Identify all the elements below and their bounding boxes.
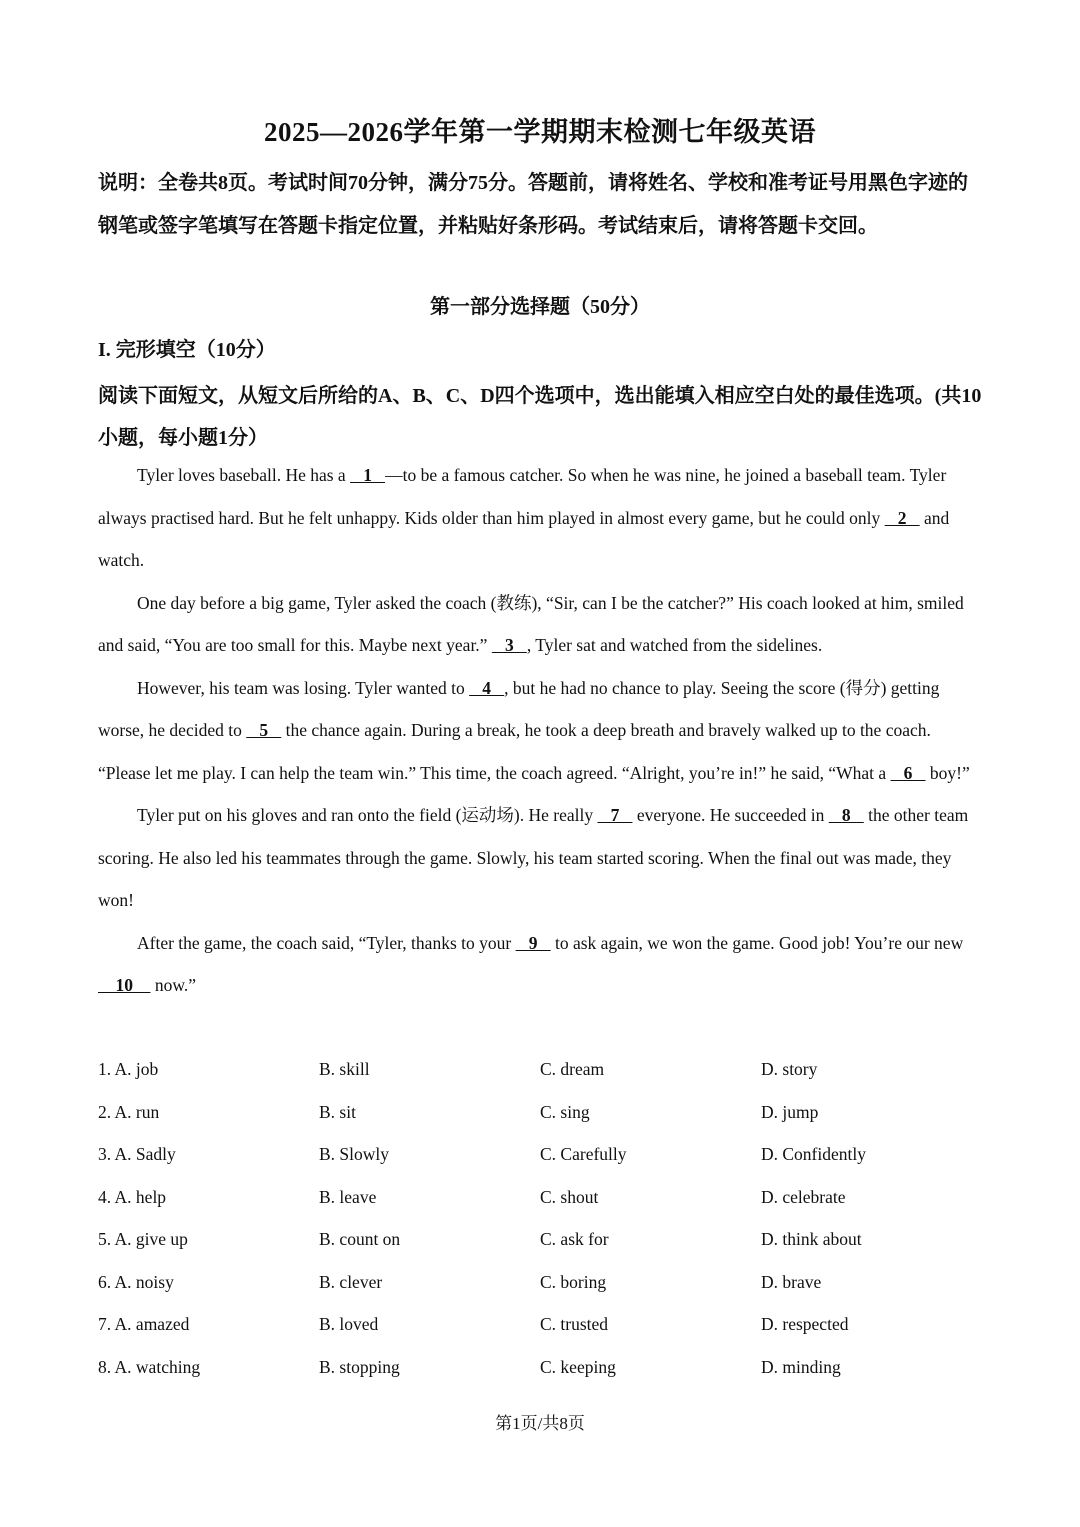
cloze-blank: 6 xyxy=(890,762,926,783)
option-row xyxy=(98,1048,984,1091)
option-b: B. sit xyxy=(319,1101,356,1122)
section-title: I. 完形填空（10分） xyxy=(98,339,276,361)
section-instruction: 阅读下面短文，从短文后所给的A、B、C、D四个选项中，选出能填入相应空白处的最佳选项。(共10小题，每小题1分） xyxy=(98,385,982,449)
passage-text: now.” xyxy=(150,975,197,995)
option-b: B. clever xyxy=(319,1271,383,1292)
option-a: 6. A. noisy xyxy=(98,1271,174,1292)
option-d: D. respected xyxy=(761,1314,849,1334)
option-c: C. trusted xyxy=(540,1314,609,1334)
passage-text: One day before a big game, Tyler asked the coach (教练), “Sir, can I be the catcher?” His coach looked at him, smiled and said, “You are too small for this. Maybe next year.” xyxy=(98,592,964,655)
passage-paragraph xyxy=(98,922,984,1007)
option-b: B. count on xyxy=(319,1229,401,1249)
option-a: 1. A. job xyxy=(98,1059,159,1079)
option-d: D. jump xyxy=(761,1101,819,1122)
option-row xyxy=(98,1091,984,1134)
passage-text: the chance again. During a break, he took a deep breath and bravely walked up to the coach. “Please let me play. I can help the team win.” This time, the coach agreed. “Alright, you’re in!” he said, “What a xyxy=(98,720,931,783)
cloze-blank: 4 xyxy=(469,677,505,698)
passage-text: —to be a famous catcher. So when he was nine, he joined a baseball team. Tyler always practised hard. But he felt unhappy. Kids older than him played in almost every game, but he could only xyxy=(98,465,947,528)
cloze-blank: 10 xyxy=(98,975,151,995)
cloze-passage xyxy=(98,454,984,1007)
cloze-blank: 2 xyxy=(884,507,920,528)
option-c: C. Carefully xyxy=(540,1144,627,1164)
option-b: B. skill xyxy=(319,1059,370,1079)
option-row xyxy=(98,1303,984,1346)
option-row xyxy=(98,1346,984,1389)
option-row xyxy=(98,1176,984,1219)
option-c: C. boring xyxy=(540,1271,607,1292)
option-c: C. sing xyxy=(540,1101,590,1122)
option-a: 3. A. Sadly xyxy=(98,1144,176,1164)
option-a: 7. A. amazed xyxy=(98,1314,190,1334)
cloze-blank: 3 xyxy=(491,635,527,655)
part-one-title: 第一部分选择题（50分） xyxy=(430,296,650,318)
passage-paragraph xyxy=(98,794,984,922)
passage-text: After the game, the coach said, “Tyler, thanks to your xyxy=(137,932,516,953)
option-d: D. celebrate xyxy=(761,1186,846,1207)
cloze-blank: 7 xyxy=(597,805,633,825)
passage-text: Tyler loves baseball. He has a xyxy=(137,465,351,485)
option-c: C. dream xyxy=(540,1059,605,1079)
passage-text: and watch. xyxy=(98,507,950,570)
option-row xyxy=(98,1133,984,1176)
cloze-blank: 1 xyxy=(350,465,386,485)
option-b: B. stopping xyxy=(319,1356,400,1377)
option-d: D. minding xyxy=(761,1356,841,1377)
option-d: D. Confidently xyxy=(761,1144,866,1164)
passage-text: the other team scoring. He also led his teammates through the game. Slowly, his team started scoring. When the final out was made, they won! xyxy=(98,805,969,910)
exam-instructions: 说明：全卷共8页。考试时间70分钟，满分75分。答题前，请将姓名、学校和准考证号用黑色字迹的钢笔或签字笔填写在答题卡指定位置，并粘贴好条形码。考试结束后，请将答题卡交回。 xyxy=(98,172,968,237)
passage-text: , Tyler sat and watched from the sidelines. xyxy=(526,635,823,655)
option-row xyxy=(98,1261,984,1304)
exam-title: 2025—2026学年第一学期期末检测七年级英语 xyxy=(264,117,816,147)
cloze-blank: 5 xyxy=(246,720,282,740)
option-c: C. ask for xyxy=(540,1229,609,1249)
passage-text: boy!” xyxy=(925,762,970,783)
passage-paragraph xyxy=(98,667,984,795)
passage-text: to ask again, we won the game. Good job! You’re our new xyxy=(550,932,964,953)
option-b: B. Slowly xyxy=(319,1144,390,1164)
answer-options xyxy=(98,1048,984,1388)
option-c: C. keeping xyxy=(540,1356,616,1377)
cloze-blank: 9 xyxy=(515,932,551,953)
option-a: 5. A. give up xyxy=(98,1229,188,1249)
passage-text: However, his team was losing. Tyler wanted to xyxy=(137,677,470,698)
passage-text: everyone. He succeeded in xyxy=(632,805,829,825)
passage-text: Tyler put on his gloves and ran onto the field (运动场). He really xyxy=(137,805,598,825)
option-d: D. story xyxy=(761,1059,818,1079)
option-c: C. shout xyxy=(540,1186,599,1207)
option-a: 8. A. watching xyxy=(98,1356,201,1377)
option-b: B. loved xyxy=(319,1314,379,1334)
passage-paragraph xyxy=(98,582,984,667)
option-a: 4. A. help xyxy=(98,1186,167,1207)
option-a: 2. A. run xyxy=(98,1101,160,1122)
option-row xyxy=(98,1218,984,1261)
option-d: D. brave xyxy=(761,1271,822,1292)
passage-text: , but he had no chance to play. Seeing the score (得分) getting worse, he decided to xyxy=(98,677,940,740)
cloze-blank: 8 xyxy=(828,805,864,825)
page-footer: 第1页/共8页 xyxy=(495,1414,585,1433)
passage-paragraph xyxy=(98,454,984,582)
option-b: B. leave xyxy=(319,1186,377,1207)
option-d: D. think about xyxy=(761,1229,862,1249)
